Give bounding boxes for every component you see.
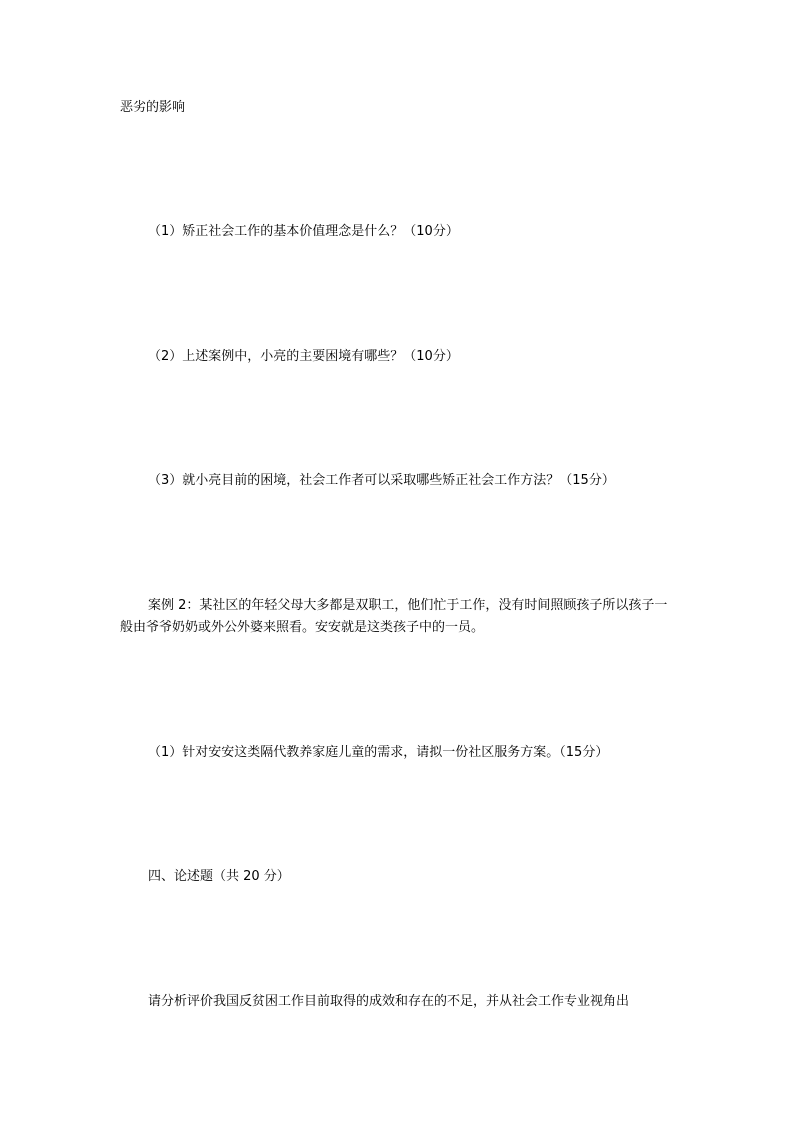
- case1-question-3: （3）就小亮目前的困境，社会工作者可以采取哪些矫正社会工作方法？（15分）: [148, 473, 615, 488]
- case1-question-2: （2）上述案例中，小亮的主要困境有哪些？（10分）: [148, 349, 459, 364]
- continuation-text: 恶劣的影响: [120, 100, 186, 115]
- section4-heading: 四、论述题（共 20 分）: [148, 869, 290, 884]
- section4-prompt: 请分析评价我国反贫困工作目前取得的成效和存在的不足，并从社会工作专业视角出: [148, 994, 630, 1009]
- case2-question-1: （1）针对安安这类隔代教养家庭儿童的需求，请拟一份社区服务方案。（15分）: [148, 745, 609, 760]
- case1-question-1: （1）矫正社会工作的基本价值理念是什么？（10分）: [148, 224, 459, 239]
- case2-paragraph: 案例 2：某社区的年轻父母大多都是双职工，他们忙于工作，没有时间照顾孩子所以孩子一般由爷爷奶奶或外公外婆来照看。安安就是这类孩子中的一员。: [120, 598, 668, 635]
